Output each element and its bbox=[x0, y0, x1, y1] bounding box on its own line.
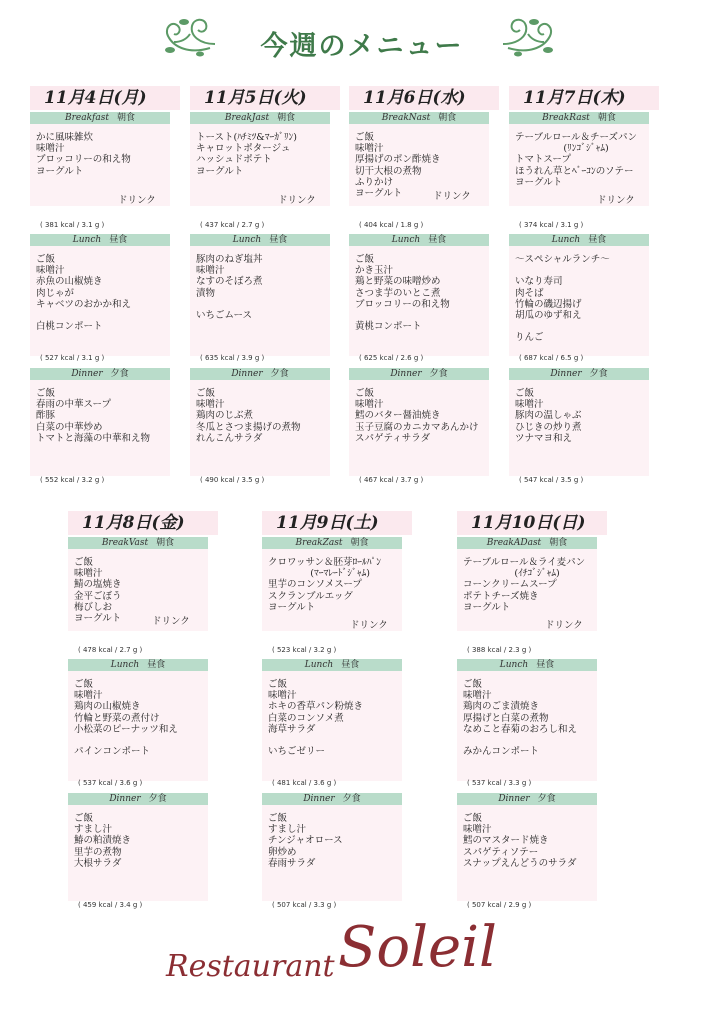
menu-item: 小松菜のピーナッツ和え bbox=[74, 723, 178, 735]
menu-item: 味噌汁 bbox=[36, 143, 65, 155]
menu-item: パインコンポート bbox=[74, 746, 151, 758]
menu-item: かき玉汁 bbox=[355, 265, 394, 277]
breakfast-label-jp: 朝食 bbox=[116, 113, 135, 123]
menu-item: スクランブルエッグ bbox=[268, 590, 353, 602]
menu-item: ご飯 bbox=[268, 679, 288, 690]
menu-item bbox=[36, 310, 131, 321]
dinner-label-jp: 夕食 bbox=[429, 369, 448, 379]
drink-label: ドリンク bbox=[152, 616, 190, 627]
day-date: 11月6日(水) bbox=[349, 86, 499, 110]
menu-item: ご飯 bbox=[36, 388, 56, 399]
drink-label: ドリンク bbox=[118, 195, 156, 206]
menu-item: 里芋の煮物 bbox=[74, 846, 122, 858]
menu-item: ヨーグルト bbox=[268, 601, 316, 613]
menu-item: ツナマヨ和え bbox=[515, 432, 573, 444]
menu-item: なめこと春菊のおろし和え bbox=[463, 723, 578, 735]
menu-item: 鯖の塩焼き bbox=[74, 579, 122, 591]
dinner-kcal: ( 552 kcal / 3.2 g ) bbox=[40, 476, 105, 484]
day-column bbox=[190, 86, 350, 496]
lunch-header bbox=[349, 234, 489, 246]
dinner-header bbox=[68, 793, 208, 805]
dinner-kcal: ( 490 kcal / 3.5 g ) bbox=[200, 476, 265, 484]
menu-item: 黄桃コンポート bbox=[355, 321, 422, 333]
drink-label: ドリンク bbox=[433, 191, 471, 202]
menu-item: ひじきの炒り煮 bbox=[515, 421, 582, 433]
lunch-header bbox=[190, 234, 330, 246]
menu-item: ご飯 bbox=[74, 679, 94, 690]
menu-item: 厚揚げのポン酢焼き bbox=[355, 154, 441, 166]
day-column bbox=[457, 511, 617, 921]
logo-name-text: Soleil bbox=[338, 915, 497, 980]
menu-item bbox=[74, 735, 178, 746]
menu-item: 鱈のバター醤油焼き bbox=[355, 410, 441, 422]
dinner-items bbox=[463, 813, 577, 869]
dinner-box bbox=[262, 805, 402, 901]
lunch-kcal: ( 537 kcal / 3.6 g ) bbox=[78, 779, 143, 787]
menu-item: チンジャオロース bbox=[268, 835, 343, 847]
breakfast-header bbox=[68, 537, 208, 549]
dinner-box bbox=[509, 380, 649, 476]
menu-item: ご飯 bbox=[36, 254, 56, 265]
breakfast-items bbox=[463, 557, 585, 613]
breakfast-label-en: BreakVast bbox=[101, 538, 149, 548]
menu-item: ヨーグルト bbox=[463, 601, 511, 613]
menu-item: すまし汁 bbox=[268, 824, 307, 836]
menu-item: 酢豚 bbox=[36, 410, 56, 422]
dinner-box bbox=[190, 380, 330, 476]
lunch-kcal: ( 625 kcal / 2.6 g ) bbox=[359, 354, 424, 362]
menu-item: 味噌汁 bbox=[268, 690, 297, 702]
dinner-items bbox=[74, 813, 131, 869]
menu-item: 玉子豆腐のカニカマあんかけ bbox=[355, 421, 479, 433]
lunch-label-en: Lunch bbox=[72, 235, 102, 245]
menu-item: ご飯 bbox=[515, 388, 535, 399]
lunch-box bbox=[457, 671, 597, 781]
dinner-label-jp: 夕食 bbox=[110, 369, 129, 379]
breakfast-label-jp: 朝食 bbox=[597, 113, 616, 123]
menu-item: なすのそぼろ煮 bbox=[196, 276, 263, 288]
lunch-label-jp: 昼食 bbox=[536, 660, 555, 670]
breakfast-box bbox=[30, 124, 170, 206]
lunch-kcal: ( 635 kcal / 3.9 g ) bbox=[200, 354, 265, 362]
lunch-label-en: Lunch bbox=[110, 660, 140, 670]
lunch-items bbox=[355, 254, 450, 332]
day-date: 11月7日(木) bbox=[509, 86, 659, 110]
breakfast-box bbox=[68, 549, 208, 631]
breakfast-kcal: ( 381 kcal / 3.1 g ) bbox=[40, 221, 105, 229]
restaurant-logo bbox=[166, 915, 566, 995]
dinner-header bbox=[349, 368, 489, 380]
lunch-label-jp: 昼食 bbox=[109, 235, 128, 245]
menu-item: 竹輪の磯辺揚げ bbox=[515, 298, 582, 310]
menu-item: コーンクリームスープ bbox=[463, 579, 557, 591]
breakfast-label-jp: 朝食 bbox=[350, 538, 369, 548]
page-title: 今週のメニュー bbox=[260, 31, 464, 62]
menu-item: 味噌汁 bbox=[196, 399, 225, 411]
drink-label: ドリンク bbox=[278, 195, 316, 206]
menu-item: ご飯 bbox=[268, 813, 288, 824]
lunch-items bbox=[268, 679, 363, 757]
lunch-kcal: ( 537 kcal / 3.3 g ) bbox=[467, 779, 532, 787]
menu-item: スパゲティサラダ bbox=[355, 432, 431, 444]
dinner-kcal: ( 507 kcal / 3.3 g ) bbox=[272, 901, 337, 909]
lunch-header bbox=[262, 659, 402, 671]
lunch-label-jp: 昼食 bbox=[147, 660, 166, 670]
menu-item: 春雨サラダ bbox=[268, 857, 316, 869]
menu-item: ヨーグルト bbox=[355, 187, 403, 199]
dinner-box bbox=[68, 805, 208, 901]
menu-item: ご飯 bbox=[355, 388, 375, 399]
lunch-label-jp: 昼食 bbox=[341, 660, 360, 670]
dinner-label-jp: 夕食 bbox=[537, 794, 556, 804]
menu-item: 里芋のコンソメスープ bbox=[268, 579, 362, 591]
menu-item: 鶏と野菜の味噌炒め bbox=[355, 276, 441, 288]
menu-item: 味噌汁 bbox=[463, 824, 492, 836]
dinner-items bbox=[515, 388, 582, 444]
dinner-label-en: Dinner bbox=[109, 794, 141, 804]
dinner-kcal: ( 507 kcal / 2.9 g ) bbox=[467, 901, 532, 909]
breakfast-label-en: BreakJast bbox=[224, 113, 270, 123]
dinner-items bbox=[355, 388, 479, 444]
day-date: 11月4日(月) bbox=[30, 86, 180, 110]
breakfast-items bbox=[515, 132, 637, 188]
breakfast-kcal: ( 404 kcal / 1.8 g ) bbox=[359, 221, 424, 229]
breakfast-kcal: ( 478 kcal / 2.7 g ) bbox=[78, 646, 143, 654]
day-column bbox=[30, 86, 190, 496]
menu-item: ご飯 bbox=[74, 813, 94, 824]
breakfast-label-en: BreakZast bbox=[295, 538, 343, 548]
dinner-label-en: Dinner bbox=[303, 794, 335, 804]
breakfast-kcal: ( 523 kcal / 3.2 g ) bbox=[272, 646, 337, 654]
dinner-label-en: Dinner bbox=[390, 369, 422, 379]
menu-item: 味噌汁 bbox=[515, 399, 544, 411]
menu-item: ハッシュドポテト bbox=[196, 154, 272, 166]
menu-item: キャベツのおかか和え bbox=[36, 298, 132, 310]
lunch-items bbox=[196, 254, 263, 321]
menu-item: 大根サラダ bbox=[74, 857, 122, 869]
menu-item bbox=[268, 735, 363, 746]
menu-item: ご飯 bbox=[74, 557, 94, 568]
lunch-box bbox=[68, 671, 208, 781]
day-date: 11月5日(火) bbox=[190, 86, 340, 110]
menu-item: 鶏肉のごま漬焼き bbox=[463, 701, 540, 713]
menu-item: 白桃コンポート bbox=[36, 321, 103, 333]
menu-item: 鶏肉の山椒焼き bbox=[74, 701, 141, 713]
dinner-label-en: Dinner bbox=[550, 369, 582, 379]
menu-item: みかんコンポート bbox=[463, 746, 540, 758]
dinner-label-en: Dinner bbox=[71, 369, 103, 379]
breakfast-items bbox=[196, 132, 297, 177]
menu-item: 味噌汁 bbox=[463, 690, 492, 702]
logo-restaurant-text: Restaurant bbox=[166, 949, 335, 984]
menu-item: トースト(ﾊﾁﾐﾂ&ﾏｰｶﾞﾘﾝ) bbox=[196, 132, 297, 143]
day-column bbox=[68, 511, 228, 921]
menu-item: テーブルロール＆ライ麦パン bbox=[463, 557, 586, 568]
breakfast-label-en: Breakfast bbox=[64, 113, 109, 123]
dinner-label-jp: 夕食 bbox=[589, 369, 608, 379]
menu-item: いちごゼリー bbox=[268, 746, 326, 758]
menu-item: さつま芋のいとこ煮 bbox=[355, 287, 441, 299]
menu-item: いちごムース bbox=[196, 309, 253, 321]
menu-item bbox=[355, 310, 450, 321]
menu-item: 味噌汁 bbox=[196, 265, 225, 277]
menu-item: 白菜の中華炒め bbox=[36, 421, 103, 433]
menu-item: 味噌汁 bbox=[74, 568, 103, 580]
menu-item: 胡瓜のゆず和え bbox=[515, 309, 582, 321]
menu-item: 豚肉のねぎ塩丼 bbox=[196, 254, 263, 265]
breakfast-label-en: BreakADast bbox=[486, 538, 542, 548]
menu-item: ご飯 bbox=[196, 388, 216, 399]
lunch-box bbox=[262, 671, 402, 781]
menu-item: すまし汁 bbox=[74, 824, 113, 836]
menu-item: 味噌汁 bbox=[36, 265, 65, 277]
dinner-label-jp: 夕食 bbox=[270, 369, 289, 379]
menu-item: ブロッコリーの和え物 bbox=[355, 298, 450, 310]
breakfast-header bbox=[262, 537, 402, 549]
menu-item: ご飯 bbox=[355, 132, 375, 143]
lunch-label-jp: 昼食 bbox=[588, 235, 607, 245]
dinner-header bbox=[262, 793, 402, 805]
dinner-items bbox=[36, 388, 150, 444]
right-ornament-icon bbox=[498, 14, 558, 60]
breakfast-header bbox=[190, 112, 330, 124]
menu-item bbox=[515, 321, 610, 332]
menu-item: ほうれん草とﾍﾞｰｺﾝのソテー bbox=[515, 165, 634, 177]
menu-item: 肉そば bbox=[515, 287, 544, 299]
lunch-label-jp: 昼食 bbox=[428, 235, 447, 245]
menu-item: 味噌汁 bbox=[74, 690, 103, 702]
menu-item: かに風味雑炊 bbox=[36, 132, 94, 143]
dinner-header bbox=[509, 368, 649, 380]
day-date: 11月10日(日) bbox=[457, 511, 607, 535]
menu-item: いなり寿司 bbox=[515, 276, 563, 288]
dinner-label-jp: 夕食 bbox=[148, 794, 167, 804]
breakfast-kcal: ( 388 kcal / 2.3 g ) bbox=[467, 646, 532, 654]
menu-item: 豚肉の温しゃぶ bbox=[515, 410, 582, 422]
breakfast-label-en: BreakNast bbox=[381, 113, 431, 123]
menu-item: テーブルロール＆チーズパン bbox=[515, 132, 637, 143]
dinner-label-en: Dinner bbox=[231, 369, 263, 379]
menu-item: キャロットポタージュ bbox=[196, 143, 291, 155]
dinner-items bbox=[196, 388, 301, 444]
menu-item: 春雨の中華スープ bbox=[36, 399, 112, 411]
breakfast-kcal: ( 374 kcal / 3.1 g ) bbox=[519, 221, 584, 229]
lunch-header bbox=[457, 659, 597, 671]
breakfast-box bbox=[349, 124, 489, 206]
dinner-label-en: Dinner bbox=[498, 794, 530, 804]
dinner-header bbox=[30, 368, 170, 380]
dinner-kcal: ( 459 kcal / 3.4 g ) bbox=[78, 901, 143, 909]
menu-item: 冬瓜とさつま揚げの煮物 bbox=[196, 421, 301, 433]
menu-item: ご飯 bbox=[355, 254, 375, 265]
drink-label: ドリンク bbox=[350, 620, 388, 631]
lunch-label-en: Lunch bbox=[232, 235, 262, 245]
menu-item: ヨーグルト bbox=[196, 165, 244, 177]
breakfast-label-jp: 朝食 bbox=[277, 113, 296, 123]
breakfast-items bbox=[36, 132, 131, 177]
day-date: 11月9日(土) bbox=[262, 511, 412, 535]
menu-item: 漬物 bbox=[196, 287, 216, 299]
menu-item: 味噌汁 bbox=[355, 399, 384, 411]
menu-item: 鱈のマスタード焼き bbox=[463, 835, 549, 847]
drink-label: ドリンク bbox=[597, 195, 635, 206]
menu-item: 赤魚の山椒焼き bbox=[36, 276, 103, 288]
menu-item: 肉じゃが bbox=[36, 287, 75, 299]
lunch-label-en: Lunch bbox=[499, 660, 529, 670]
dinner-box bbox=[30, 380, 170, 476]
breakfast-kcal: ( 437 kcal / 2.7 g ) bbox=[200, 221, 265, 229]
menu-item bbox=[196, 299, 263, 310]
menu-item: (ﾘﾝｺﾞｼﾞｬﾑ) bbox=[515, 143, 609, 155]
dinner-header bbox=[190, 368, 330, 380]
menu-item: ポテトチーズ焼き bbox=[463, 590, 539, 602]
menu-item: (ﾏｰﾏﾚｰﾄﾞｼﾞｬﾑ) bbox=[268, 568, 370, 580]
breakfast-header bbox=[509, 112, 649, 124]
breakfast-label-jp: 朝食 bbox=[156, 538, 175, 548]
menu-item: ヨーグルト bbox=[36, 165, 84, 177]
menu-item: ご飯 bbox=[463, 813, 483, 824]
menu-item bbox=[515, 265, 610, 276]
menu-item bbox=[463, 735, 577, 746]
day-column bbox=[349, 86, 509, 496]
left-ornament-icon bbox=[160, 14, 220, 60]
breakfast-items bbox=[74, 557, 122, 624]
menu-item: 海草サラダ bbox=[268, 723, 316, 735]
dinner-box bbox=[457, 805, 597, 901]
menu-item: ふりかけ bbox=[355, 176, 394, 188]
day-column bbox=[509, 86, 669, 496]
menu-item: 白菜のコンソメ煮 bbox=[268, 712, 344, 724]
menu-item: 卵炒め bbox=[268, 846, 297, 858]
menu-item: スパゲティソテー bbox=[463, 846, 539, 858]
menu-item: ヨーグルト bbox=[74, 612, 122, 624]
menu-item: 鶏肉のじぶ煮 bbox=[196, 410, 254, 422]
breakfast-items bbox=[355, 132, 441, 199]
lunch-header bbox=[30, 234, 170, 246]
dinner-items bbox=[268, 813, 343, 869]
menu-item: 厚揚げと白菜の煮物 bbox=[463, 712, 549, 724]
lunch-items bbox=[463, 679, 577, 757]
dinner-label-jp: 夕食 bbox=[342, 794, 361, 804]
lunch-kcal: ( 527 kcal / 3.1 g ) bbox=[40, 354, 105, 362]
menu-item: 金平ごぼう bbox=[74, 590, 122, 602]
dinner-header bbox=[457, 793, 597, 805]
dinner-box bbox=[349, 380, 489, 476]
menu-item: ヨーグルト bbox=[515, 176, 563, 188]
menu-item: りんご bbox=[515, 332, 544, 344]
menu-item: トマトと海藻の中華和え物 bbox=[36, 432, 151, 444]
breakfast-items bbox=[268, 557, 381, 613]
menu-item: 味噌汁 bbox=[355, 143, 384, 155]
drink-label: ドリンク bbox=[545, 620, 583, 631]
menu-item: れんこんサラダ bbox=[196, 432, 263, 444]
menu-item: ～スペシャルランチ～ bbox=[515, 254, 610, 265]
lunch-box bbox=[509, 246, 649, 356]
lunch-label-en: Lunch bbox=[391, 235, 421, 245]
menu-item: トマトスープ bbox=[515, 154, 571, 166]
menu-item: 切干大根の煮物 bbox=[355, 165, 422, 177]
breakfast-header bbox=[457, 537, 597, 549]
breakfast-header bbox=[30, 112, 170, 124]
breakfast-label-jp: 朝食 bbox=[438, 113, 457, 123]
menu-item: ブロッコリーの和え物 bbox=[36, 154, 131, 166]
menu-item: クロワッサン＆胚芽ﾛｰﾙﾊﾟﾝ bbox=[268, 557, 382, 568]
dinner-kcal: ( 547 kcal / 3.5 g ) bbox=[519, 476, 584, 484]
lunch-label-en: Lunch bbox=[304, 660, 334, 670]
lunch-header bbox=[68, 659, 208, 671]
menu-item: 竹輪と野菜の煮付け bbox=[74, 712, 160, 724]
lunch-items bbox=[36, 254, 131, 332]
breakfast-box bbox=[509, 124, 649, 206]
breakfast-box bbox=[190, 124, 330, 206]
menu-item: 梅びしお bbox=[74, 601, 113, 613]
lunch-kcal: ( 687 kcal / 6.5 g ) bbox=[519, 354, 584, 362]
breakfast-header bbox=[349, 112, 489, 124]
day-column bbox=[262, 511, 422, 921]
lunch-kcal: ( 481 kcal / 3.6 g ) bbox=[272, 779, 337, 787]
menu-item: スナップえんどうのサラダ bbox=[463, 857, 577, 869]
lunch-header bbox=[509, 234, 649, 246]
breakfast-label-jp: 朝食 bbox=[549, 538, 568, 548]
lunch-box bbox=[190, 246, 330, 356]
menu-item: ご飯 bbox=[463, 679, 483, 690]
lunch-box bbox=[30, 246, 170, 356]
menu-item: (ｲﾁｺﾞｼﾞｬﾑ) bbox=[463, 568, 560, 580]
menu-item: 鰆の粕漬焼き bbox=[74, 835, 132, 847]
lunch-items bbox=[74, 679, 178, 757]
lunch-label-jp: 昼食 bbox=[269, 235, 288, 245]
day-date: 11月8日(金) bbox=[68, 511, 218, 535]
breakfast-box bbox=[457, 549, 597, 631]
menu-item: ホキの香草パン粉焼き bbox=[268, 701, 364, 713]
breakfast-label-en: BreakRast bbox=[542, 113, 590, 123]
lunch-box bbox=[349, 246, 489, 356]
breakfast-box bbox=[262, 549, 402, 631]
lunch-items bbox=[515, 254, 610, 344]
lunch-label-en: Lunch bbox=[551, 235, 581, 245]
dinner-kcal: ( 467 kcal / 3.7 g ) bbox=[359, 476, 424, 484]
